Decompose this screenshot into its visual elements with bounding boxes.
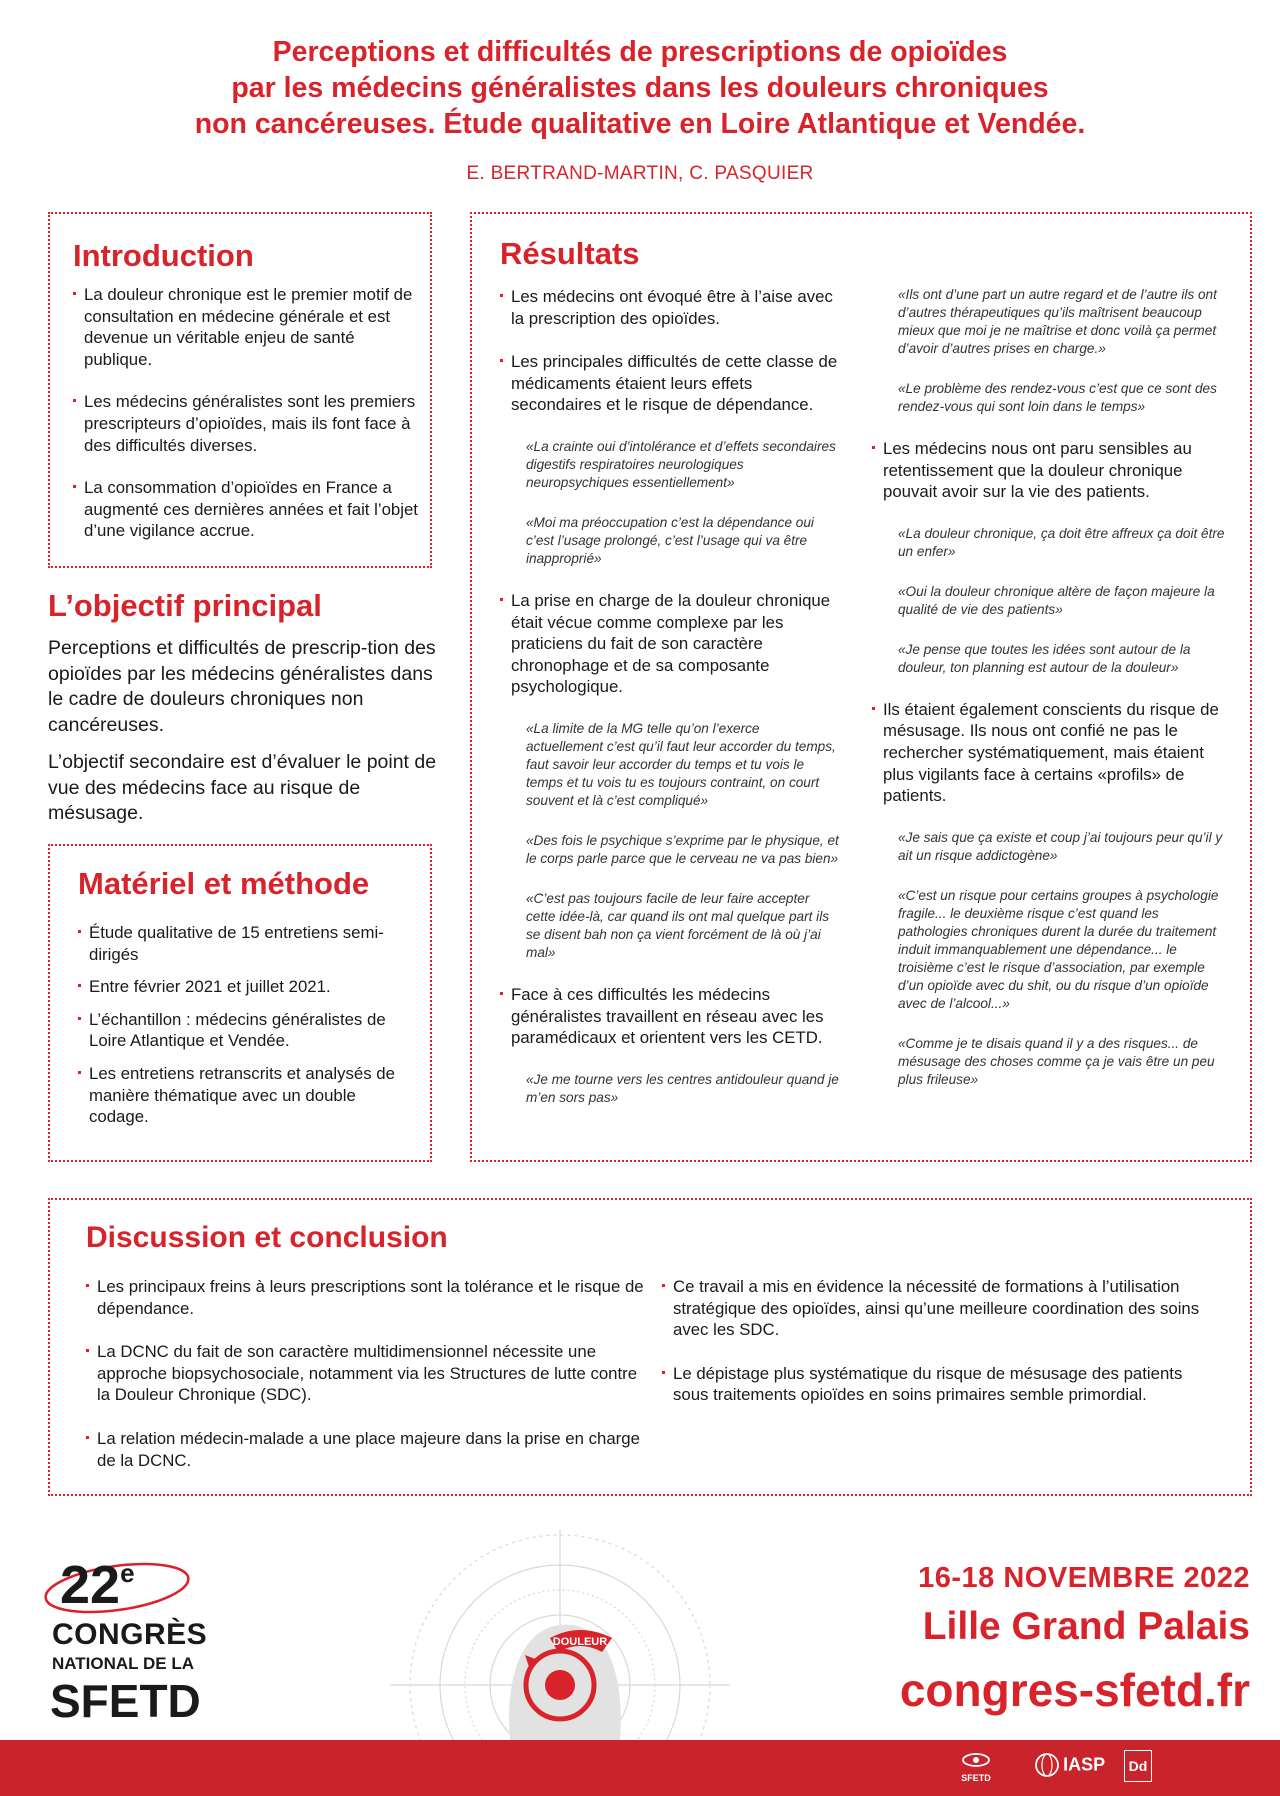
sfetd-logo bbox=[954, 1750, 998, 1783]
illustration-label: DOULEUR bbox=[552, 1636, 608, 1648]
title-line-3: non cancéreuses. Étude qualitative en Loire Atlantique et Vendée. bbox=[194, 108, 1086, 140]
authors: E. BERTRAND-MARTIN, C. PASQUIER bbox=[466, 163, 814, 184]
resultats-section bbox=[470, 212, 1252, 1162]
list-item: La douleur chronique est le premier motif de consultation en médecine générale et est devenue un véritable enjeu de santé publique. bbox=[73, 284, 418, 370]
finding-bullet: Ils étaient également conscients du risque de mésusage. Ils nous ont confié ne pas le rechercher systématiquement, mais étaient plus vigilants face à certains «profils» de patients. bbox=[872, 699, 1227, 807]
finding-bullet: Les principales difficultés de cette classe de médicaments étaient leurs effets secondaires et le risque de dépendance. bbox=[500, 351, 840, 416]
objectif-section bbox=[48, 588, 438, 839]
resultats-left-column bbox=[500, 286, 840, 1107]
congress-number: 22 bbox=[60, 1555, 121, 1615]
congress-line-1: CONGRÈS bbox=[52, 1618, 208, 1651]
finding-bullet: Face à ces difficultés les médecins généralistes travaillent en réseau avec les paramédicaux et orientent vers les CETD. bbox=[500, 984, 840, 1049]
congress-sup: e bbox=[120, 1558, 135, 1588]
quote: «C’est pas toujours facile de leur faire accepter cette idée-là, car quand ils ont mal quelque part ils se disent bah non ça vient forcément de là où j’ai mal» bbox=[526, 890, 830, 960]
list-item: La consommation d’opioïdes en France a augmenté ces dernières années et fait l’objet d’une vigilance accrue. bbox=[73, 477, 418, 542]
methode-section bbox=[48, 844, 432, 1162]
finding-bullet: Les médecins ont évoqué être à l’aise avec la prescription des opioïdes. bbox=[500, 286, 840, 329]
list-item: Ce travail a mis en évidence la nécessité de formations à l’utilisation stratégique des opioïdes, ainsi qu’une meilleure coordination des soins avec les SDC. bbox=[662, 1276, 1222, 1341]
douleur-illustration bbox=[380, 1520, 800, 1740]
list-item: Les entretiens retranscrits et analysés de manière thématique avec un double codage. bbox=[78, 1063, 418, 1128]
quote: «La limite de la MG telle qu’on l’exerce actuellement c’est qu’il faut leur accorder du temps, faut savoir leur accorder du temps et tu vois le temps et tu vois tu es toujours contraint, on court souvent et là c’est compliqué» bbox=[526, 720, 836, 808]
iasp-logo-text: IASP bbox=[1063, 1754, 1106, 1775]
list-item: Les médecins généralistes sont les premiers prescripteurs d’opioïdes, mais ils font face à des difficultés diverses. bbox=[73, 391, 418, 456]
objectif-primary-text: Perceptions et difficultés de prescrip-tion des opioïdes par les médecins généralistes dans le cadre de douleurs chroniques non cancéreuses. bbox=[48, 637, 436, 736]
congress-line-2: NATIONAL DE LA bbox=[52, 1654, 194, 1673]
list-item: La relation médecin-malade a une place majeure dans la prise en charge de la DCNC. bbox=[86, 1428, 646, 1471]
quote: «Je sais que ça existe et coup j’ai toujours peur qu’il y ait un risque addictogène» bbox=[898, 829, 1223, 863]
discussion-left-list bbox=[86, 1276, 646, 1493]
quote: «Je me tourne vers les centres antidouleur quand je m’en sors pas» bbox=[526, 1071, 839, 1105]
quote: «C’est un risque pour certains groupes à psychologie fragile... le deuxième risque c’est quand les pathologies chroniques durent la durée du traitement induit immanquablement une dépendance... le troisième c’est le risque d’association, par exemple d’un opioïde avec du shit, ou du risque d’un opioïde avec de l’alcool...» bbox=[898, 887, 1219, 1011]
globe-icon bbox=[1034, 1752, 1060, 1778]
discussion-section bbox=[48, 1198, 1252, 1496]
finding-bullet: Les médecins nous ont paru sensibles au retentissement que la douleur chronique pouvait avoir sur la vie des patients. bbox=[872, 438, 1227, 503]
introduction-section bbox=[48, 212, 432, 568]
quote: «Oui la douleur chronique altère de façon majeure la qualité de vie des patients» bbox=[898, 583, 1215, 617]
event-venue: Lille Grand Palais bbox=[922, 1605, 1250, 1648]
quote: «Le problème des rendez-vous c’est que ce sont des rendez-vous qui sont loin dans le temps» bbox=[898, 381, 1217, 414]
list-item: Étude qualitative de 15 entretiens semi-dirigés bbox=[78, 922, 418, 965]
methode-heading: Matériel et méthode bbox=[78, 866, 370, 901]
iasp-logo bbox=[1034, 1752, 1105, 1778]
list-item: La DCNC du fait de son caractère multidimensionnel nécessite une approche biopsychosociale, notamment via les Structures de lutte contre la Douleur Chronique (SDC). bbox=[86, 1341, 646, 1406]
finding-bullet: La prise en charge de la douleur chronique était vécue comme complexe par les praticiens du fait de son caractère chronophage et de sa composante psychologique. bbox=[500, 590, 840, 698]
methode-list bbox=[78, 922, 418, 1139]
event-info bbox=[900, 1562, 1250, 1717]
event-date: 16-18 NOVEMBRE 2022 bbox=[918, 1562, 1250, 1594]
list-item: Entre février 2021 et juillet 2021. bbox=[78, 976, 418, 998]
list-item: L’échantillon : médecins généralistes de Loire Atlantique et Vendée. bbox=[78, 1009, 418, 1052]
congress-logo bbox=[42, 1548, 242, 1728]
title-line-2: par les médecins généralistes dans les douleurs chroniques bbox=[231, 72, 1049, 104]
dd-logo: Dd bbox=[1124, 1750, 1152, 1782]
introduction-list bbox=[73, 284, 418, 563]
footer-bar bbox=[0, 1740, 1280, 1796]
quote: «Moi ma préoccupation c’est la dépendance oui c’est l’usage prolongé, c’est l’usage qui va être inapproprié» bbox=[526, 514, 814, 566]
quote: «Je pense que toutes les idées sont autour de la douleur, ton planning est autour de la douleur» bbox=[898, 641, 1191, 675]
congress-line-3: SFETD bbox=[50, 1675, 201, 1727]
eye-icon bbox=[961, 1750, 991, 1770]
quote: «La douleur chronique, ça doit être affreux ça doit être un enfer» bbox=[898, 525, 1225, 559]
quote: «La crainte oui d’intolérance et d’effets secondaires digestifs respiratoires neurologiques neuropsychiques essentiellement» bbox=[526, 438, 836, 490]
event-website[interactable]: congres-sfetd.fr bbox=[899, 1664, 1250, 1716]
discussion-heading: Discussion et conclusion bbox=[86, 1221, 448, 1254]
quote: «Ils ont d’une part un autre regard et de l’autre ils ont d’autres thérapeutiques qu’ils maîtrisent beaucoup mieux que moi je ne maîtrise et donc voilà ça permet d’avoir d’autres prises en charge.» bbox=[898, 287, 1217, 356]
sfetd-logo-text: SFETD bbox=[961, 1773, 991, 1783]
objectif-secondary-text: L’objectif secondaire est d’évaluer le point de vue des médecins face au risque de mésusage. bbox=[48, 751, 437, 824]
quote: «Comme je te disais quand il y a des risques... de mésusage des choses comme ça je vais être un peu plus frileuse» bbox=[898, 1035, 1215, 1087]
discussion-right-list bbox=[662, 1276, 1222, 1428]
resultats-heading: Résultats bbox=[500, 236, 640, 271]
poster-title bbox=[60, 34, 1220, 142]
list-item: Le dépistage plus systématique du risque de mésusage des patients sous traitements opioïdes en soins primaires semble primordial. bbox=[662, 1363, 1222, 1406]
introduction-heading: Introduction bbox=[73, 238, 254, 273]
objectif-heading: L’objectif principal bbox=[48, 588, 322, 623]
list-item: Les principaux freins à leurs prescriptions sont la tolérance et le risque de dépendance. bbox=[86, 1276, 646, 1319]
quote: «Des fois le psychique s’exprime par le physique, et le corps parle parce que le cerveau ne va pas bien» bbox=[526, 832, 839, 866]
resultats-right-column bbox=[872, 286, 1227, 1089]
title-line-1: Perceptions et difficultés de prescriptions de opioïdes bbox=[272, 36, 1008, 68]
